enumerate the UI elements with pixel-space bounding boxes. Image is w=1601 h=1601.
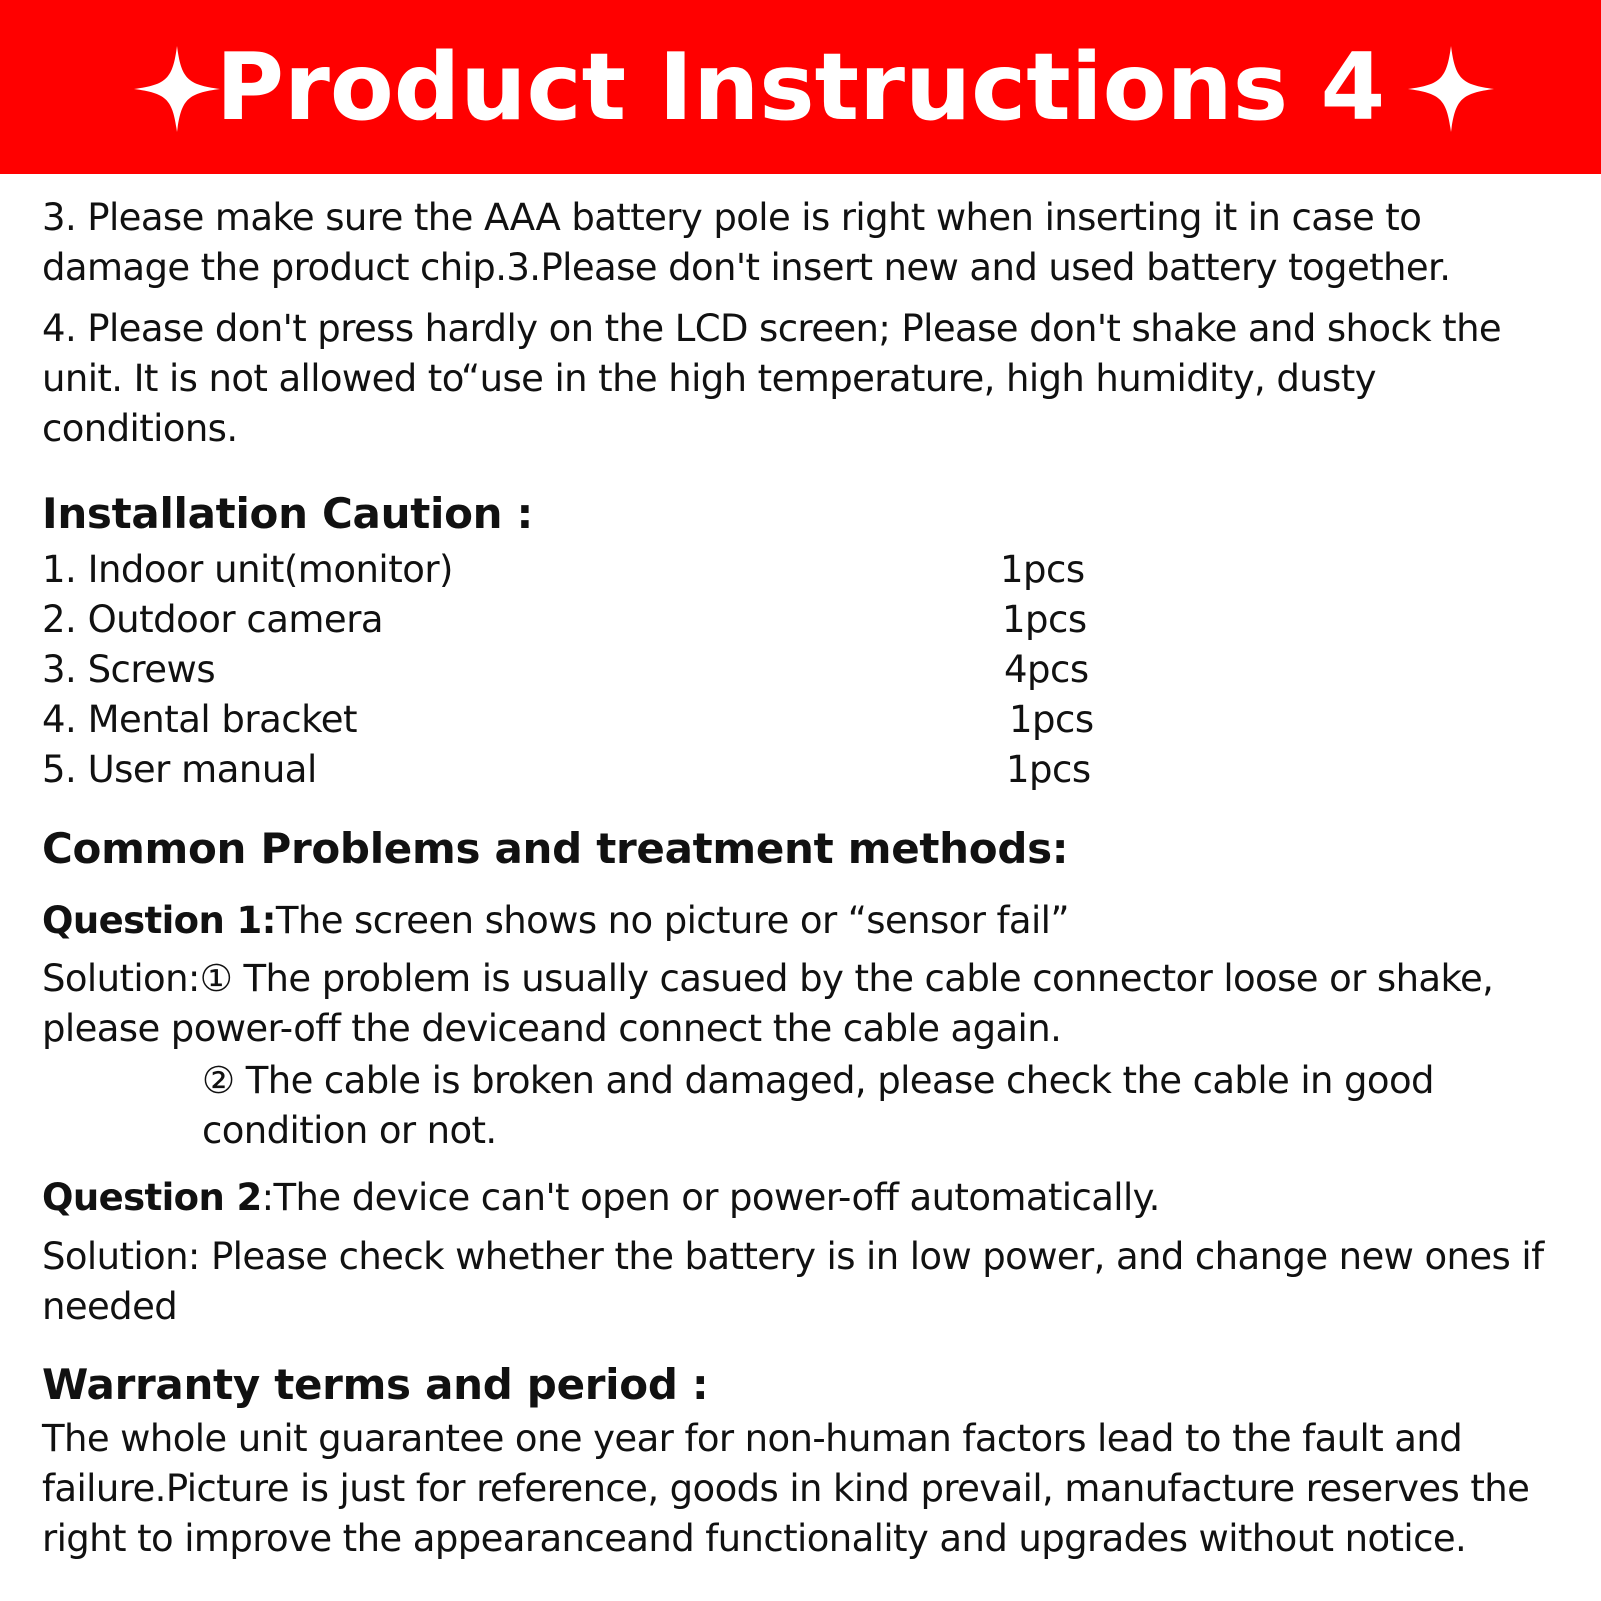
item-name: 3. Screws — [42, 648, 216, 691]
common-problems-heading: Common Problems and treatment methods: — [42, 824, 1069, 873]
question-1-label: Question 1: — [42, 899, 276, 942]
list-item — [42, 545, 1242, 595]
warranty-text: The whole unit guarantee one year for non-human factors lead to the fault and failure.Picture is just for reference, goods in kind prevail, manufacture reserves the right to improve the appearanceand functionality and upgrades without notice. — [42, 1417, 1530, 1560]
question-1-text: The screen shows no picture or “sensor fail” — [275, 899, 1069, 942]
item-name: 4. Mental bracket — [42, 698, 358, 741]
four-point-star-icon — [1408, 46, 1494, 132]
packing-list — [42, 545, 1242, 795]
page-title: Product Instructions 4 — [215, 32, 1386, 141]
item-quantity: 4pcs — [1004, 648, 1089, 691]
item-name: 2. Outdoor camera — [42, 598, 384, 641]
battery-note: 3. Please make sure the AAA battery pole is right when inserting it in case to damage the product chip.3.Please don't insert new and used battery together. — [42, 196, 1451, 289]
solution-2: Solution: Please check whether the battery is in low power, and change new ones if needed — [42, 1235, 1544, 1328]
question-1 — [42, 896, 1562, 946]
list-item — [42, 695, 1242, 745]
item-name: 5. User manual — [42, 748, 317, 791]
item-name: 1. Indoor unit(monitor) — [42, 548, 453, 591]
list-item — [42, 745, 1242, 795]
list-item — [42, 595, 1242, 645]
installation-heading: Installation Caution : — [42, 489, 534, 538]
lcd-note: 4. Please don't press hardly on the LCD screen; Please don't shake and shock the unit. It is not allowed to“use in the high temperature, high humidity, dusty conditions. — [42, 307, 1502, 450]
warranty-heading: Warranty terms and period : — [42, 1360, 709, 1409]
solution-1-part-2: ② The cable is broken and damaged, please check the cable in good condition or not. — [202, 1059, 1434, 1152]
item-quantity: 1pcs — [1009, 698, 1094, 741]
item-quantity: 1pcs — [1006, 748, 1091, 791]
question-2-text: :The device can't open or power-off automatically. — [261, 1176, 1160, 1219]
item-quantity: 1pcs — [1000, 548, 1085, 591]
item-quantity: 1pcs — [1002, 598, 1087, 641]
question-2 — [42, 1173, 1562, 1223]
header-banner — [0, 0, 1601, 174]
solution-1: Solution:① The problem is usually casued by the cable connector loose or shake, please power-off the deviceand connect the cable again. — [42, 957, 1494, 1050]
question-2-label: Question 2 — [42, 1176, 262, 1219]
list-item — [42, 645, 1242, 695]
